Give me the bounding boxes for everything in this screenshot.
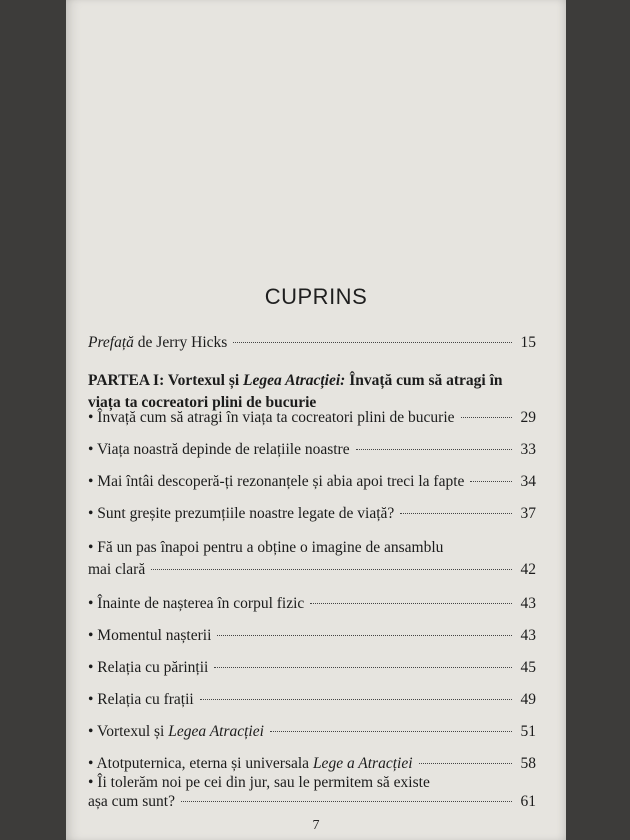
toc-entry: • Relația cu părinții 45 <box>88 659 536 676</box>
toc-entry: • Îi tolerăm noi pe cei din jur, sau le permitem să existe așa cum sunt? 61 <box>88 774 536 810</box>
toc-page-number: 43 <box>520 595 536 612</box>
toc-page-number: 34 <box>520 473 536 490</box>
part-heading: PARTEA I: Vortexul și Legea Atracției: Învață cum să atragi în viața ta cocreatori plini de bucurie <box>88 372 503 411</box>
toc-page-number: 15 <box>520 334 536 351</box>
toc-entry: • Momentul nașterii 43 <box>88 627 536 644</box>
toc-entry-preface <box>88 333 536 353</box>
toc-page-number: 58 <box>520 755 536 772</box>
toc-entry: • Înainte de nașterea în corpul fizic 43 <box>88 595 536 612</box>
toc-page-number: 37 <box>520 505 536 522</box>
dot-leader <box>214 667 512 668</box>
toc-entry: • Atotputernica, eterna și universala Lege a Atracției 58 <box>88 755 536 772</box>
dot-leader <box>217 635 512 636</box>
toc-page-number: 51 <box>520 723 536 740</box>
toc-entry: • Relația cu frații 49 <box>88 691 536 708</box>
toc-page-number: 33 <box>520 441 536 458</box>
toc-page-number: 42 <box>520 561 536 578</box>
dot-leader <box>233 342 512 343</box>
toc-entry: • Mai întâi descoperă-ți rezonanțele și abia apoi treci la fapte 34 <box>88 473 536 490</box>
book-page <box>66 0 566 840</box>
toc-page-number: 61 <box>520 793 536 810</box>
page-title: CUPRINS <box>264 284 368 309</box>
dot-leader <box>400 513 512 514</box>
toc-entry: • Vortexul și Legea Atracției 51 <box>88 723 536 740</box>
dot-leader <box>419 763 512 764</box>
dot-leader <box>181 801 512 802</box>
dot-leader <box>310 603 512 604</box>
toc-entry: • Învață cum să atragi în viața ta cocreatori plini de bucurie 29 <box>88 409 536 426</box>
toc-entry: • Fă un pas înapoi pentru a obține o imagine de ansamblu mai clară 42 <box>88 539 536 578</box>
dot-leader <box>356 449 512 450</box>
toc-page-number: 43 <box>520 627 536 644</box>
toc-entry: • Viața noastră depinde de relațiile noastre 33 <box>88 441 536 458</box>
dot-leader <box>270 731 512 732</box>
toc-page-number: 45 <box>520 659 536 676</box>
toc-entry: • Sunt greșite prezumțiile noastre legate de viață? 37 <box>88 505 536 522</box>
dot-leader <box>151 569 512 570</box>
dot-leader <box>461 417 512 418</box>
toc-page-number: 29 <box>520 409 536 426</box>
toc-entry-label: Prefață de Jerry Hicks <box>88 334 228 351</box>
toc-page-number: 49 <box>520 691 536 708</box>
dot-leader <box>200 699 512 700</box>
page-number: 7 <box>312 818 320 833</box>
dot-leader <box>470 481 512 482</box>
